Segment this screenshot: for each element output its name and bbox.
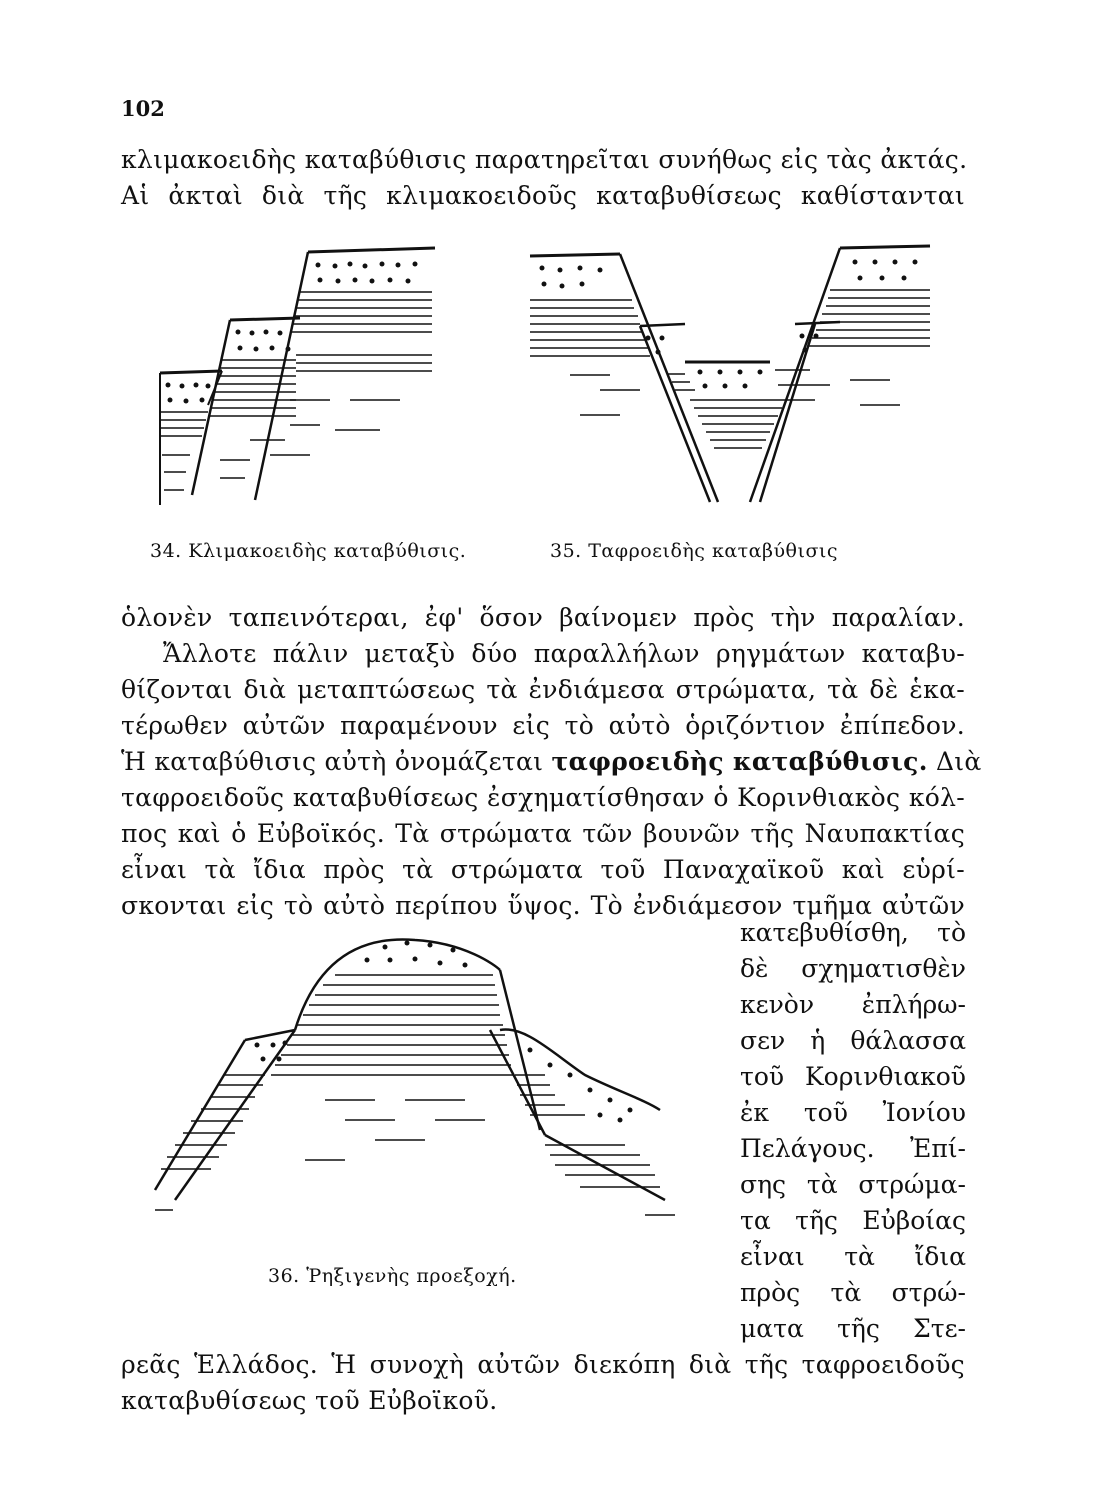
side-text-line-3: κενὸν ἐπλήρω- — [740, 990, 966, 1019]
side-text-line-7: Πελάγους. Ἐπί- — [740, 1134, 966, 1163]
figure-35-caption: 35. Ταφροειδὴς καταβύθισις — [550, 540, 838, 562]
side-text-line-8: σης τὰ στρώμα- — [740, 1170, 966, 1199]
text-line-8: ταφροειδοῦς καταβυθίσεως ἐσχηματίσθησαν ὁ Κορινθιακὸς κόλ- — [121, 783, 965, 812]
page-number: 102 — [121, 96, 165, 121]
text-line-7 — [121, 747, 982, 776]
text-line-11: σκονται εἰς τὸ αὐτὸ περίπου ὕψος. Τὸ ἐνδιάμεσον τμῆμα αὐτῶν — [121, 891, 965, 920]
side-text-line-12: ματα τῆς Στε- — [740, 1314, 966, 1343]
side-text-line-2: δὲ σχηματισθὲν — [740, 954, 966, 983]
graben-diagram-icon — [510, 240, 940, 510]
side-text-line-1: κατεβυθίσθη, τὸ — [740, 918, 966, 947]
text-line-12: ρεᾶς Ἑλλάδος. Ἡ συνοχὴ αὐτῶν διεκόπη διὰ τῆς ταφροειδοῦς — [121, 1350, 965, 1379]
side-text-line-11: πρὸς τὰ στρώ- — [740, 1278, 966, 1307]
term-continue: Διὰ — [935, 747, 982, 776]
step-fault-diagram-icon — [150, 240, 430, 510]
text-line-9: πος καὶ ὁ Εὐβοϊκός. Τὰ στρώματα τῶν βουνῶν τῆς Ναυπακτίας — [121, 819, 965, 848]
text-line-13: καταβυθίσεως τοῦ Εὐβοϊκοῦ. — [121, 1386, 498, 1415]
text-line-2: Αἱ ἀκταὶ διὰ τῆς κλιμακοειδοῦς καταβυθίσεως καθίστανται — [121, 181, 965, 210]
side-text-line-9: τα τῆς Εὐβοίας — [740, 1206, 966, 1235]
horst-diagram-icon — [145, 925, 685, 1235]
text-line-10: εἶναι τὰ ἴδια πρὸς τὰ στρώματα τοῦ Παναχαϊκοῦ καὶ εὑρί- — [121, 855, 965, 884]
side-text-line-10: εἶναι τὰ ἴδια — [740, 1242, 966, 1271]
text-line-3: ὁλονὲν ταπεινότεραι, ἐφ' ὅσον βαίνομεν πρὸς τὴν παραλίαν. — [121, 603, 965, 632]
text-line-1: κλιμακοειδὴς καταβύθισις παρατηρεῖται συνήθως εἰς τὰς ἀκτάς. — [121, 145, 968, 174]
text-line-5: θίζονται διὰ μεταπτώσεως τὰ ἐνδιάμεσα στρώματα, τὰ δὲ ἑκα- — [121, 675, 965, 704]
side-text-line-4: σεν ἡ θάλασσα — [740, 1026, 966, 1055]
figure-34-caption: 34. Κλιμακοειδὴς καταβύθισις. — [150, 540, 467, 562]
side-text-line-5: τοῦ Κορινθιακοῦ — [740, 1062, 966, 1091]
term-intro: Ἡ καταβύθισις αὐτὴ ὀνομάζεται — [121, 747, 544, 776]
text-line-4: Ἄλλοτε πάλιν μεταξὺ δύο παραλλήλων ρηγμάτων καταβυ- — [163, 639, 965, 668]
term-graben: ταφροειδὴς καταβύθισις. — [551, 747, 928, 776]
text-line-6: τέρωθεν αὐτῶν παραμένουν εἰς τὸ αὐτὸ ὁριζόντιον ἐπίπεδον. — [121, 711, 965, 740]
figure-36-caption: 36. Ῥηξιγενὴς προεξοχή. — [268, 1265, 517, 1287]
side-text-line-6: ἐκ τοῦ Ἰονίου — [740, 1098, 966, 1127]
